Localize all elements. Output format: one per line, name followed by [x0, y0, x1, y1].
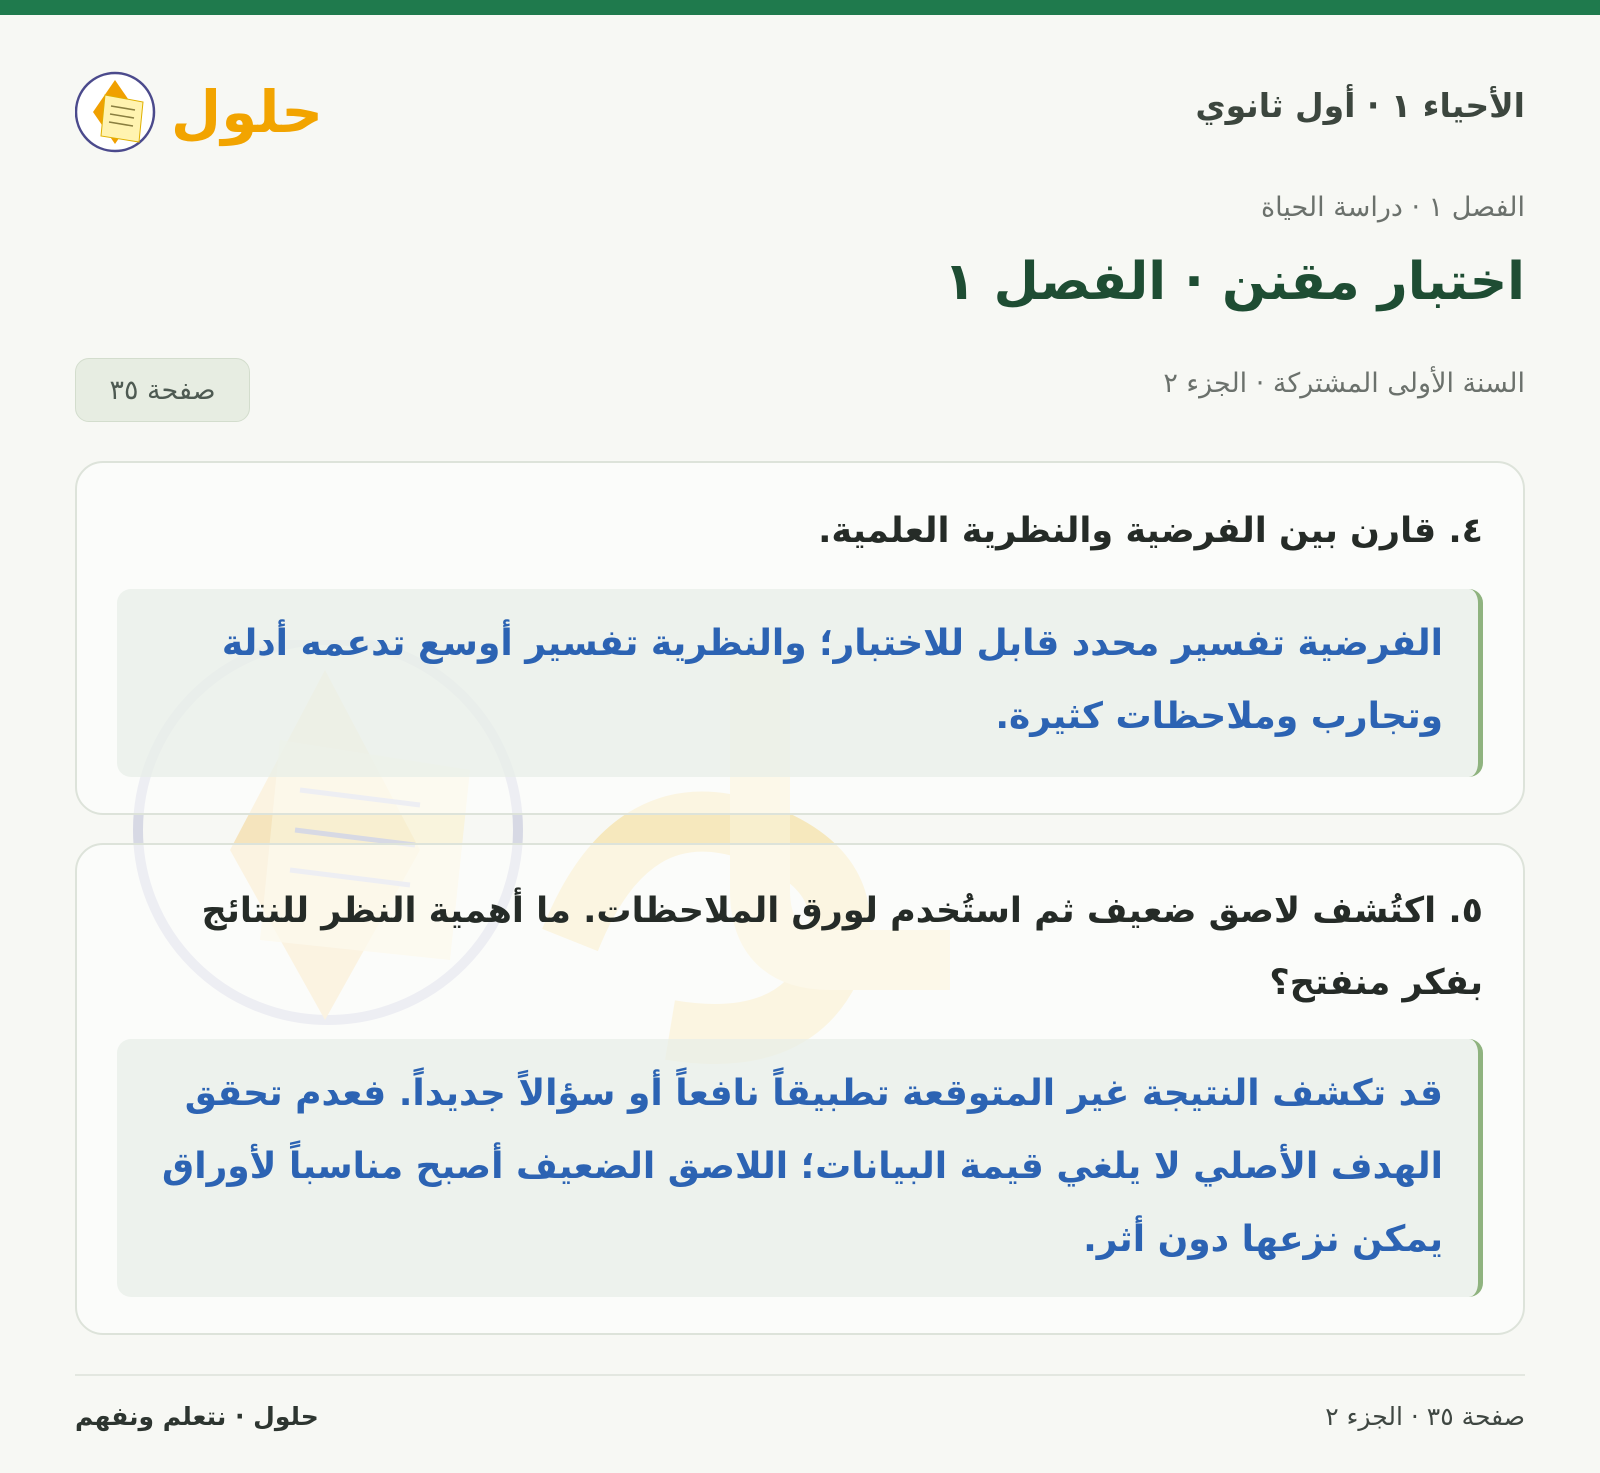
answer-text: الفرضية تفسير محدد قابل للاختبار؛ والنظرية تفسير أوسع تدعمه أدلة وتجارب وملاحظات كثيرة. [221, 623, 1443, 737]
question-card-5 [75, 843, 1525, 1335]
page-badge: صفحة ٣٥ [75, 358, 250, 422]
question-card-4 [75, 461, 1525, 815]
answer-box [117, 589, 1483, 777]
footer-divider [75, 1374, 1525, 1376]
book-meta: السنة الأولى المشتركة · الجزء ٢ [1163, 368, 1525, 399]
page-header [75, 50, 1525, 160]
answer-text: قد تكشف النتيجة غير المتوقعة تطبيقاً نافعاً أو سؤالاً جديداً. فعدم تحقق الهدف الأصلي لا يلغي قيمة البيانات؛ اللاصق الضعيف أصبح مناسباً لأوراق يمكن نزعها دون أثر. [162, 1073, 1443, 1260]
question-text: ٤. قارن بين الفرضية والنظرية العلمية. [818, 511, 1483, 551]
footer-page-info: صفحة ٣٥ · الجزء ٢ [1325, 1402, 1525, 1431]
top-accent-bar [0, 0, 1600, 15]
footer-brand: حلول · نتعلم ونفهم [75, 1402, 319, 1431]
answer-box [117, 1039, 1483, 1297]
subject-heading: الأحياء ١ · أول ثانوي [1195, 86, 1525, 125]
chapter-label: الفصل ١ · دراسة الحياة [1260, 192, 1525, 223]
logo-text: حلول [170, 78, 324, 146]
page-title: اختبار مقنن · الفصل ١ [943, 252, 1525, 312]
question-text: ٥. اكتُشف لاصق ضعيف ثم استُخدم لورق الملاحظات. ما أهمية النظر للنتائج بفكر منفتح؟ [201, 891, 1483, 1003]
hulul-logo[interactable] [75, 50, 335, 160]
